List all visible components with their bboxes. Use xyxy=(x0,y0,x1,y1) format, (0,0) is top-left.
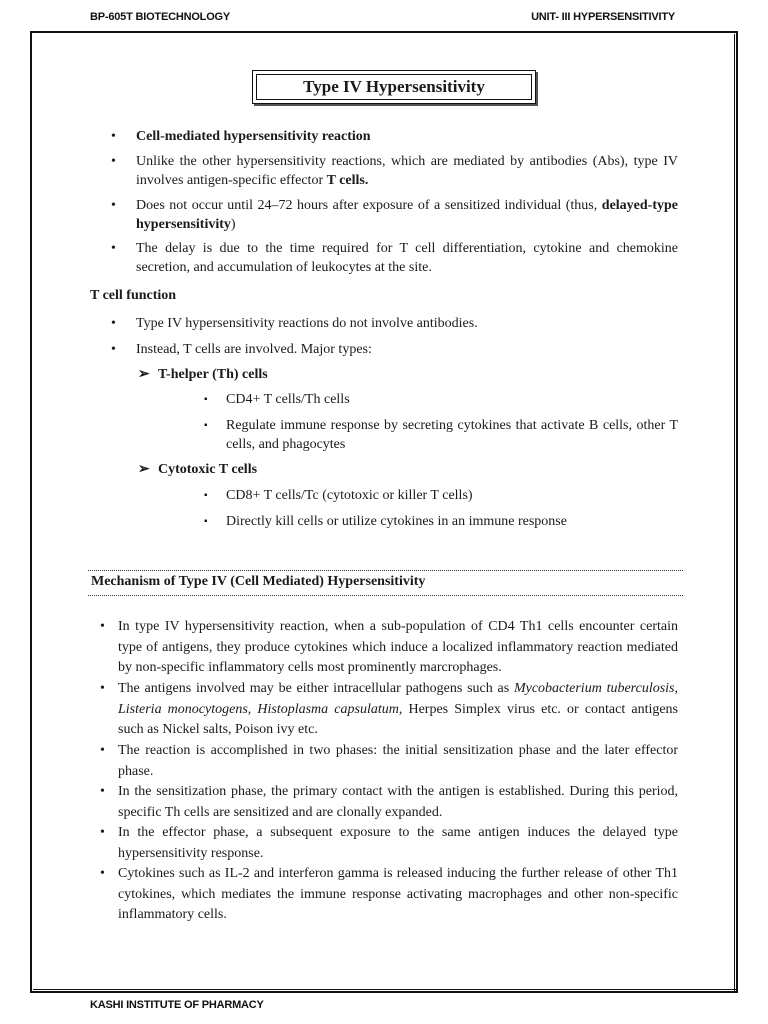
tc-item-2 xyxy=(204,512,678,531)
th-item-text: ▪ Regulate immune response by secreting cytokines that activate B cells, other T cells, and phagocytes xyxy=(226,418,678,452)
intro-bullet-2-text: Unlike the other hypersensitivity reactions, which are mediated by antibodies (Abs), type IV involves antigen-specific effector xyxy=(136,154,678,188)
th-item-2 xyxy=(204,416,678,454)
th-cells-label: T-helper (Th) cells xyxy=(158,367,268,382)
mechanism-bullet-2 xyxy=(118,679,678,741)
page-border-shadow-bottom xyxy=(33,989,737,993)
intro-bullet-3-text: Does not occur until 24–72 hours after exposure of a sensitized individual (thus, xyxy=(136,198,602,213)
header-course-code: BP-605T BIOTECHNOLOGY xyxy=(90,11,231,23)
tcell-bullet-text: • Type IV hypersensitivity reactions do not involve antibodies. xyxy=(136,316,478,331)
th-item-1 xyxy=(204,390,678,409)
mechanism-bullet-4: • In the sensitization phase, the primary contact with the antigen is established. During this period, specific Th cells are sensitized and are clonally expanded. xyxy=(118,782,678,823)
mechanism-bullet-1: • In type IV hypersensitivity reaction, when a sub-population of CD4 Th1 cells encounter certain type of antigens, they produce cytokines which induce a localized inflammatory reaction mediated by non-specific inflammatory cells most prominently marcrophages. xyxy=(118,617,678,679)
tcell-bullet-1 xyxy=(114,314,678,333)
mechanism-bullet-3: • The reaction is accomplished in two phases: the initial sensitization phase and the later effector phase. xyxy=(118,741,678,782)
intro-bullet-2-bold: T cells. xyxy=(326,173,369,188)
intro-bullet-3 xyxy=(114,196,678,234)
section-heading-tcell: T cell function xyxy=(90,288,177,303)
mechanism-bullet-2-sep: , xyxy=(674,681,678,696)
mechanism-bullet-2-post: Herpes Simplex virus etc. or contact antigens such as Nickel salts, Poison ivy etc. xyxy=(118,701,679,738)
intro-bullet-text: • The delay is due to the time required for T cell differentiation, cytokine and chemokine secretion, and accumulation of leukocytes at the site. xyxy=(136,241,678,275)
intro-bullet-4 xyxy=(114,239,678,277)
mechanism-bullet-2-text: The antigens involved may be either intracellular pathogens such as xyxy=(118,681,514,696)
mechanism-bullet-6: • Cytokines such as IL-2 and interferon gamma is released inducing the further release of other Th1 cytokines, which mediates the immune response activating macrophages and other non-specific inflammatory cells. xyxy=(118,864,678,926)
tc-item-text: ▪ Directly kill cells or utilize cytokines in an immune response xyxy=(226,514,567,529)
arrow-bullet-icon: ➢ xyxy=(138,462,150,477)
tc-item-1 xyxy=(204,486,678,505)
header-unit-title: UNIT- III HYPERSENSITIVITY xyxy=(531,11,675,23)
footer-institute: KASHI INSTITUTE OF PHARMACY xyxy=(90,999,264,1011)
intro-bullet-text xyxy=(136,152,678,190)
tc-item-text: ▪ CD8+ T cells/Tc (cytotoxic or killer T cells) xyxy=(226,488,473,503)
mechanism-bullet-5: • In the effector phase, a subsequent exposure to the same antigen induces the delayed type hypersensitivity response. xyxy=(118,823,678,864)
page-border-shadow-right xyxy=(734,34,738,992)
mechanism-bullet-2-italic: Listeria monocytogens, Histoplasma capsulatum, xyxy=(118,701,403,717)
title-box xyxy=(252,70,536,104)
intro-bullet-2 xyxy=(114,152,678,190)
intro-bullet-3-post: ) xyxy=(230,217,236,232)
intro-bullet-text: • Cell-mediated hypersensitivity reaction xyxy=(136,129,371,144)
th-item-text: ▪ CD4+ T cells/Th cells xyxy=(226,392,350,407)
tcell-bullet-2 xyxy=(114,340,678,359)
intro-bullet-1 xyxy=(114,127,678,146)
tcell-bullet-text: • Instead, T cells are involved. Major types: xyxy=(136,342,372,357)
mechanism-bullet-2-italic: Mycobacterium tuberculosis xyxy=(513,681,675,696)
section-heading-mechanism: Mechanism of Type IV (Cell Mediated) Hypersensitivity xyxy=(88,570,683,596)
tc-cells-label: Cytotoxic T cells xyxy=(158,462,258,477)
tc-cells-heading xyxy=(138,460,257,479)
page-title: Type IV Hypersensitivity xyxy=(256,74,532,100)
intro-bullet-3-bold: delayed-type hypersensitivity xyxy=(136,198,678,232)
th-cells-heading xyxy=(138,365,268,384)
arrow-bullet-icon: ➢ xyxy=(138,367,150,382)
intro-bullet-text xyxy=(136,196,678,234)
